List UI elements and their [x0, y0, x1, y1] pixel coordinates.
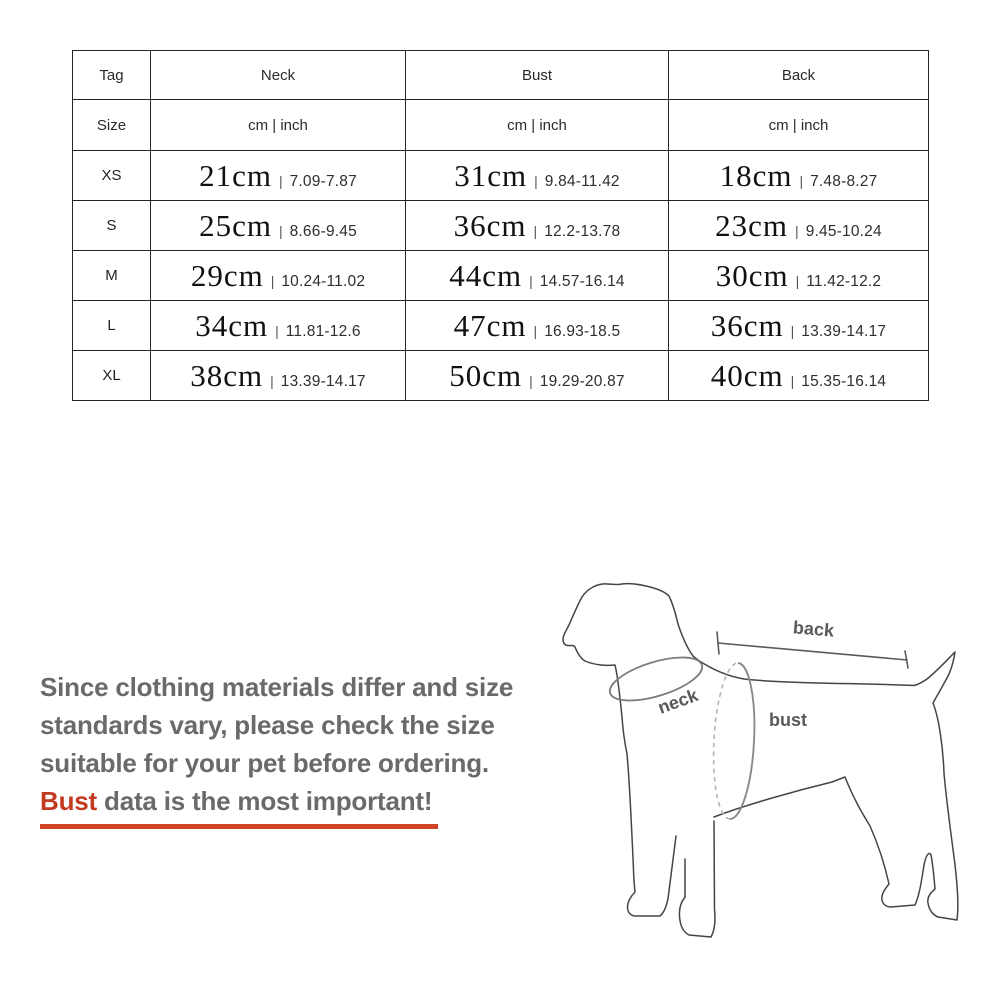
table-row-s	[73, 201, 929, 251]
pipe-separator: |	[529, 372, 533, 389]
bust-cell	[406, 151, 669, 201]
size-cell: L	[73, 301, 151, 351]
size-chart-table	[72, 50, 929, 401]
neck-inch-value: 11.81-12.6	[285, 322, 361, 340]
size-cell: XL	[73, 351, 151, 401]
pipe-separator: |	[278, 172, 283, 189]
note-line-2: standards vary, please check the size	[40, 710, 495, 740]
neck-cell	[151, 351, 406, 401]
back-cell	[669, 201, 929, 251]
corner-tag-label: Tag	[73, 51, 151, 100]
pipe-separator: |	[534, 172, 538, 189]
table-row-l	[73, 301, 929, 351]
bust-inch-value: 19.29-20.87	[539, 372, 625, 390]
neck-label: neck	[655, 684, 701, 718]
back-cm-value: 36cm	[710, 307, 784, 343]
pipe-separator: |	[795, 222, 799, 239]
note-line-4	[40, 782, 540, 820]
neck-cm-value: 25cm	[199, 207, 272, 243]
note-line-3: suitable for your pet before ordering.	[40, 748, 489, 778]
back-cm-value: 23cm	[715, 207, 789, 243]
bust-cm-value: 50cm	[449, 357, 523, 393]
size-cell: S	[73, 201, 151, 251]
pipe-separator: |	[790, 372, 795, 389]
neck-cm-value: 21cm	[199, 157, 272, 193]
back-cm-value: 40cm	[710, 357, 784, 393]
unit-cell-bust: cm | inch	[406, 100, 669, 151]
bust-label: bust	[769, 710, 807, 730]
table-row-m	[73, 251, 929, 301]
neck-cm-value: 38cm	[190, 357, 264, 393]
neck-inch-value: 7.09-7.87	[289, 172, 357, 190]
size-cell: XS	[73, 151, 151, 201]
back-inch-value: 11.42-12.2	[806, 272, 882, 290]
pipe-separator: |	[799, 172, 804, 189]
neck-cm-value: 29cm	[190, 257, 264, 293]
pipe-separator: |	[533, 322, 538, 339]
neck-cell	[151, 251, 406, 301]
size-cell: M	[73, 251, 151, 301]
back-inch-value: 7.48-8.27	[810, 172, 878, 190]
note-underline	[40, 824, 438, 829]
bust-inch-value: 9.84-11.42	[544, 172, 620, 190]
back-inch-value: 9.45-10.24	[805, 222, 882, 240]
neck-cell	[151, 201, 406, 251]
back-inch-value: 15.35-16.14	[801, 372, 887, 390]
neck-inch-value: 13.39-14.17	[280, 372, 366, 390]
note-line-1: Since clothing materials differ and size	[40, 672, 514, 702]
table-header-row	[73, 51, 929, 100]
back-cell	[669, 251, 929, 301]
unit-cell-neck: cm | inch	[151, 100, 406, 151]
advisory-note	[40, 668, 540, 820]
column-header-neck: Neck	[151, 51, 406, 100]
neck-cell	[151, 151, 406, 201]
bust-cell	[406, 301, 669, 351]
bust-inch-value: 16.93-18.5	[544, 322, 621, 340]
bust-cell	[406, 201, 669, 251]
back-cell	[669, 151, 929, 201]
table-row-xl	[73, 351, 929, 401]
neck-cm-value: 34cm	[195, 307, 269, 343]
bust-cm-value: 44cm	[449, 257, 523, 293]
bust-inch-value: 12.2-13.78	[544, 222, 621, 240]
bust-inch-value: 14.57-16.14	[539, 272, 625, 290]
pipe-separator: |	[275, 322, 279, 339]
dog-outline	[563, 584, 958, 937]
bust-cm-value: 36cm	[453, 207, 527, 243]
bust-cm-value: 47cm	[453, 307, 527, 343]
bust-girth-ellipse-solid	[730, 663, 754, 819]
neck-inch-value: 8.66-9.45	[289, 222, 357, 240]
back-cell	[669, 301, 929, 351]
pipe-separator: |	[270, 372, 274, 389]
dog-measurement-diagram	[530, 555, 1000, 975]
back-cell	[669, 351, 929, 401]
neck-cell	[151, 301, 406, 351]
note-line-4-rest: data is the most important!	[96, 786, 433, 816]
back-inch-value: 13.39-14.17	[801, 322, 887, 340]
back-label: back	[792, 617, 835, 641]
bust-cell	[406, 251, 669, 301]
column-header-bust: Bust	[406, 51, 669, 100]
table-row-xs	[73, 151, 929, 201]
bust-girth-ellipse-dashed	[714, 663, 738, 819]
pipe-separator: |	[278, 222, 283, 239]
column-header-back: Back	[669, 51, 929, 100]
pipe-separator: |	[533, 222, 538, 239]
table-unit-row	[73, 100, 929, 151]
pipe-separator: |	[270, 272, 275, 289]
back-cm-value: 18cm	[719, 157, 793, 193]
corner-size-label: Size	[73, 100, 151, 151]
neck-inch-value: 10.24-11.02	[281, 272, 366, 290]
bust-cell	[406, 351, 669, 401]
back-cm-value: 30cm	[715, 257, 789, 293]
unit-cell-back: cm | inch	[669, 100, 929, 151]
bust-highlight: Bust	[40, 786, 97, 816]
bust-cm-value: 31cm	[454, 157, 528, 193]
pipe-separator: |	[795, 272, 800, 289]
pipe-separator: |	[790, 322, 795, 339]
pipe-separator: |	[529, 272, 533, 289]
